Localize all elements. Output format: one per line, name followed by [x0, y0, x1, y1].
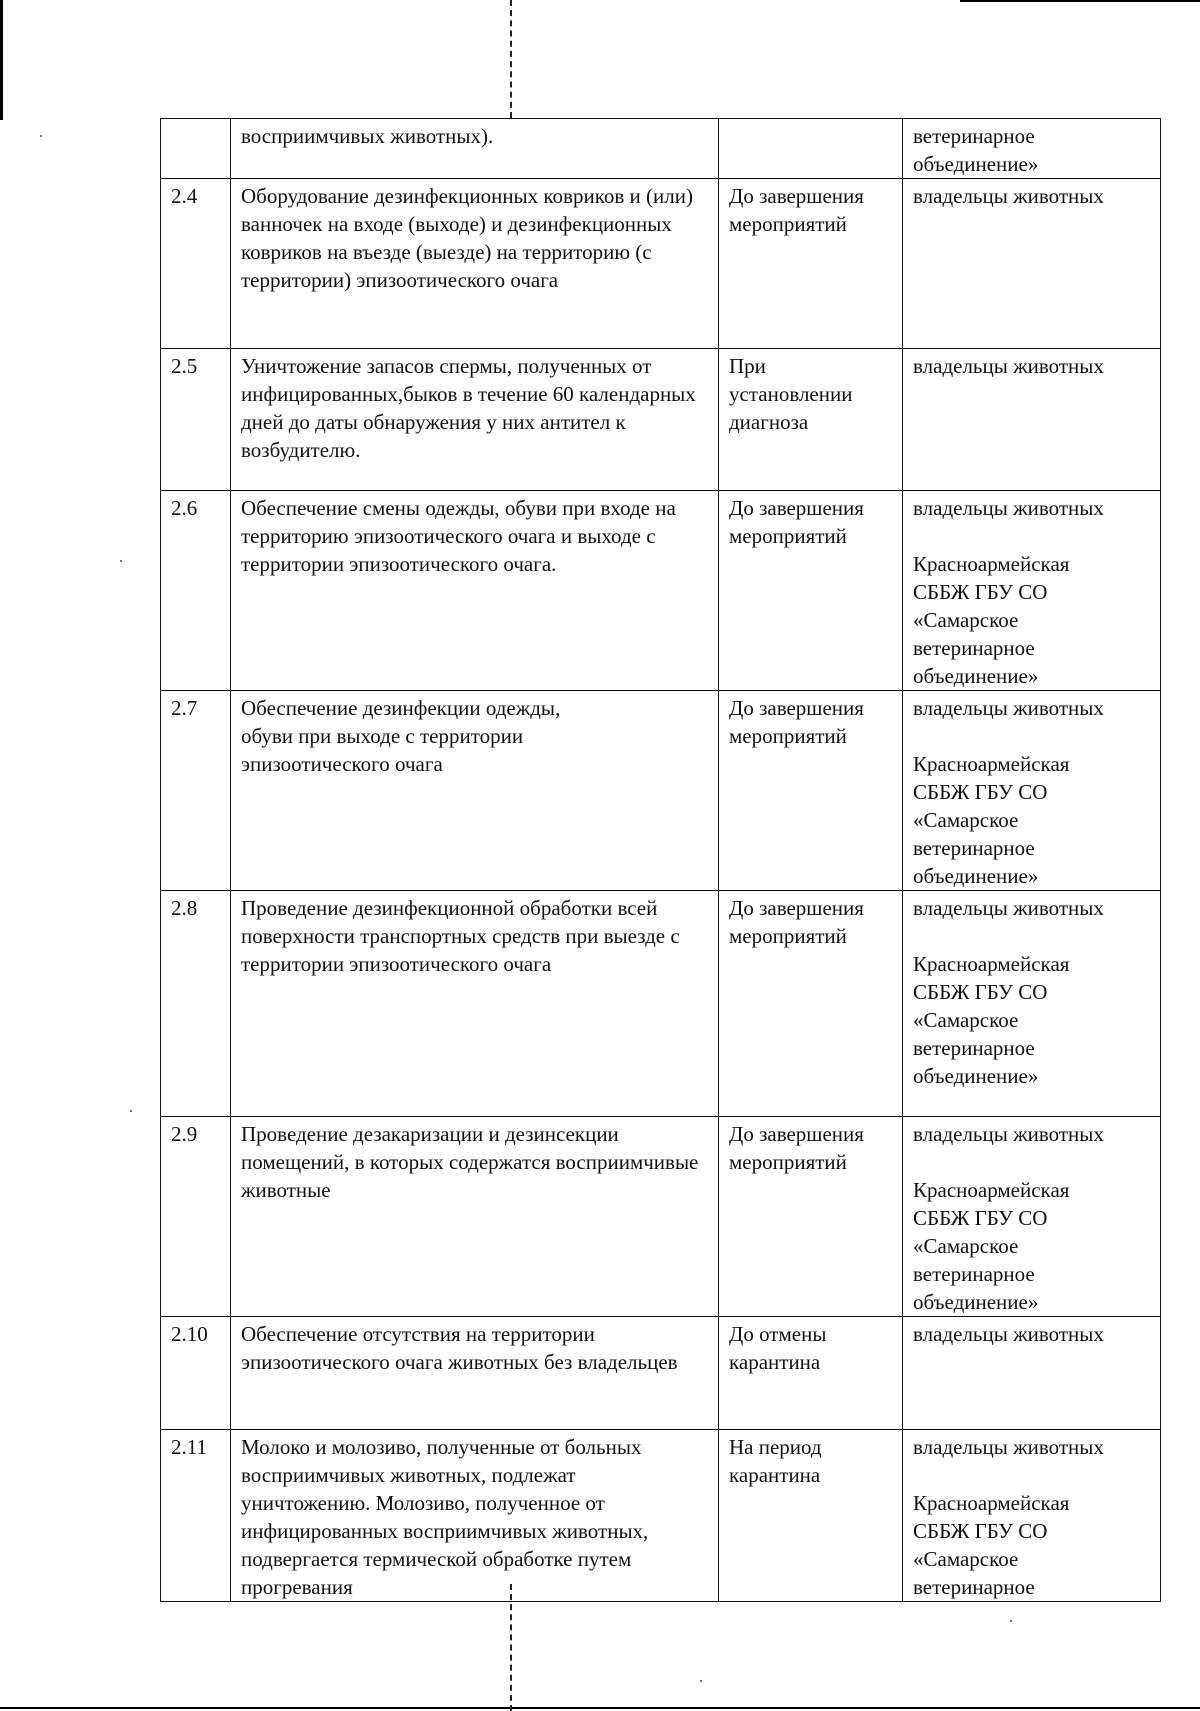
measure-cell: Проведение дезакаризации и дезинсекции помещений, в которых содержатся восприимчивые животные	[231, 1117, 719, 1317]
responsible-cell: владельцы животных Красноармейская СББЖ ГБУ СО «Самарское ветеринарное объединение»	[903, 691, 1161, 891]
row-number-cell: 2.6	[161, 491, 231, 691]
scan-edge-top	[960, 0, 1200, 2]
table-row	[161, 891, 1161, 1117]
term-cell: До завершения мероприятий	[719, 491, 903, 691]
table-row	[161, 691, 1161, 891]
measures-table	[160, 118, 1161, 1602]
table-body	[161, 119, 1161, 1602]
term-cell: До завершения мероприятий	[719, 1117, 903, 1317]
row-number-cell: 2.11	[161, 1430, 231, 1602]
responsible-cell: владельцы животных Красноармейская СББЖ ГБУ СО «Самарское ветеринарное объединение»	[903, 1117, 1161, 1317]
table-row	[161, 1317, 1161, 1430]
responsible-cell: ветеринарное объединение»	[903, 119, 1161, 179]
table-row	[161, 1117, 1161, 1317]
speck	[1010, 1620, 1012, 1622]
row-number-cell: 2.4	[161, 179, 231, 349]
fold-line-top	[510, 0, 512, 118]
responsible-cell: владельцы животных	[903, 1317, 1161, 1430]
term-cell: На период карантина	[719, 1430, 903, 1602]
table-row	[161, 491, 1161, 691]
measure-cell: Молоко и молозиво, полученные от больных восприимчивых животных, подлежат уничтожению. Молозиво, полученное от инфицированных восприимчивых животных, подвергается термической обработке путем прогревания	[231, 1430, 719, 1602]
row-number-cell: 2.10	[161, 1317, 231, 1430]
speck	[130, 1110, 132, 1112]
scan-edge-left	[0, 0, 3, 120]
term-cell: До завершения мероприятий	[719, 891, 903, 1117]
row-number-cell	[161, 119, 231, 179]
row-number-cell: 2.8	[161, 891, 231, 1117]
responsible-cell: владельцы животных Красноармейская СББЖ ГБУ СО «Самарское ветеринарное объединение»	[903, 891, 1161, 1117]
measure-cell: Обеспечение отсутствия на территории эпизоотического очага животных без владельцев	[231, 1317, 719, 1430]
measure-cell: Проведение дезинфекционной обработки всей поверхности транспортных средств при выезде с территории эпизоотического очага	[231, 891, 719, 1117]
table-row	[161, 119, 1161, 179]
row-number-cell: 2.9	[161, 1117, 231, 1317]
term-cell	[719, 119, 903, 179]
measure-cell: Обеспечение дезинфекции одежды, обуви при выходе с территории эпизоотического очага	[231, 691, 719, 891]
table-row	[161, 1430, 1161, 1602]
responsible-cell: владельцы животных	[903, 179, 1161, 349]
row-number-cell: 2.7	[161, 691, 231, 891]
measure-cell: Уничтожение запасов спермы, полученных от инфицированных,быков в течение 60 календарных дней до даты обнаружения у них антител к возбудителю.	[231, 349, 719, 491]
measure-cell: Оборудование дезинфекционных ковриков и (или) ванночек на входе (выходе) и дезинфекционных ковриков на въезде (выезде) на территорию (с территории) эпизоотического очага	[231, 179, 719, 349]
row-number-cell: 2.5	[161, 349, 231, 491]
speck	[700, 1680, 702, 1682]
speck	[40, 135, 42, 137]
scan-edge-bottom	[0, 1707, 1200, 1709]
fold-line-bottom	[510, 1584, 512, 1711]
term-cell: При установлении диагноза	[719, 349, 903, 491]
term-cell: До отмены карантина	[719, 1317, 903, 1430]
speck	[120, 560, 122, 562]
measure-cell: Обеспечение смены одежды, обуви при входе на территорию эпизоотического очага и выходе с территории эпизоотического очага.	[231, 491, 719, 691]
term-cell: До завершения мероприятий	[719, 179, 903, 349]
measure-cell: восприимчивых животных).	[231, 119, 719, 179]
responsible-cell: владельцы животных	[903, 349, 1161, 491]
responsible-cell: владельцы животных Красноармейская СББЖ ГБУ СО «Самарское ветеринарное объединение»	[903, 491, 1161, 691]
table-row	[161, 179, 1161, 349]
responsible-cell: владельцы животных Красноармейская СББЖ ГБУ СО «Самарское ветеринарное	[903, 1430, 1161, 1602]
table-row	[161, 349, 1161, 491]
term-cell: До завершения мероприятий	[719, 691, 903, 891]
